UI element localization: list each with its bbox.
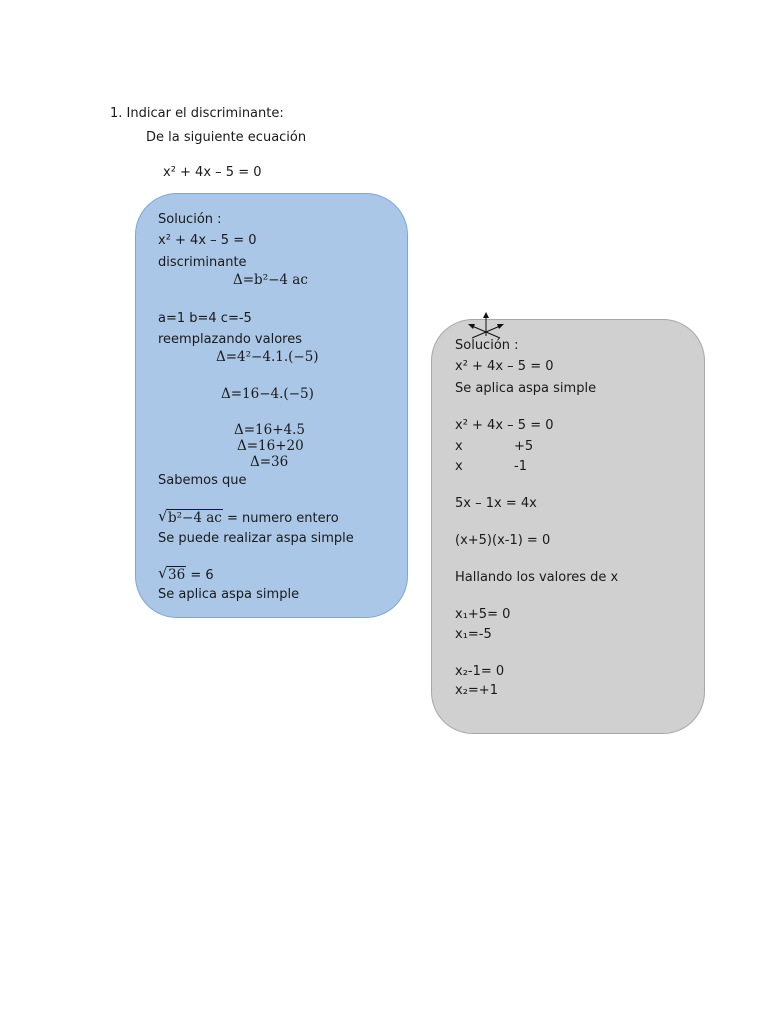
sqrt36-radicand: 36 xyxy=(168,567,186,583)
step-4: Δ=16+20 xyxy=(237,438,304,454)
blue-equation: x² + 4x – 5 = 0 xyxy=(158,233,257,248)
x1-equation: x₁+5= 0 xyxy=(455,607,511,622)
sqrt36-line xyxy=(158,564,214,583)
hallando-label: Hallando los valores de x xyxy=(455,570,619,585)
x1-value: x₁=-5 xyxy=(455,627,492,642)
grey-aplica-label: Se aplica aspa simple xyxy=(455,381,597,396)
x2-equation: x₂-1= 0 xyxy=(455,664,505,679)
aspa-row1-left: x xyxy=(455,439,463,454)
step-3: Δ=16+4.5 xyxy=(234,422,306,438)
grey-equation-2: x² + 4x – 5 = 0 xyxy=(455,418,554,433)
problem-equation: x² + 4x – 5 = 0 xyxy=(163,165,262,180)
coefficients: a=1 b=4 c=-5 xyxy=(158,311,252,326)
blue-aplica-label: Se aplica aspa simple xyxy=(158,587,300,602)
grey-equation: x² + 4x – 5 = 0 xyxy=(455,359,554,374)
sqrt36-symbol: √ xyxy=(158,564,168,582)
sqrt-radicand: b²−4 ac xyxy=(168,510,222,526)
problem-subtitle: De la siguiente ecuación xyxy=(146,130,307,145)
blue-solucion-label: Solución : xyxy=(158,212,222,227)
reemplazando-label: reemplazando valores xyxy=(158,332,302,347)
step-1: Δ=4²−4.1.(−5) xyxy=(216,349,319,365)
discriminante-label: discriminante xyxy=(158,255,247,270)
discriminant-formula: Δ=b²−4 ac xyxy=(233,272,308,288)
aspa-row1-right: +5 xyxy=(514,439,534,454)
x2-value: x₂=+1 xyxy=(455,683,498,698)
numero-entero-text: = numero entero xyxy=(227,511,339,526)
factored-equation: (x+5)(x-1) = 0 xyxy=(455,533,551,548)
step-2: Δ=16−4.(−5) xyxy=(221,386,314,402)
sqrt-symbol: √ xyxy=(158,507,168,525)
sqrt36-expression xyxy=(158,564,186,583)
puede-realizar-label: Se puede realizar aspa simple xyxy=(158,531,354,546)
step-5: Δ=36 xyxy=(250,454,289,470)
grey-solucion-label: Solución : xyxy=(455,338,519,353)
aspa-row2-right: -1 xyxy=(514,459,527,474)
sqrt-expression xyxy=(158,507,223,526)
aspa-row2-left: x xyxy=(455,459,463,474)
sqrt-discriminant-line xyxy=(158,507,339,526)
sabemos-label: Sabemos que xyxy=(158,473,247,488)
aspa-check: 5x – 1x = 4x xyxy=(455,496,537,511)
problem-title: 1. Indicar el discriminante: xyxy=(110,106,284,121)
sqrt36-result: = 6 xyxy=(190,568,214,583)
